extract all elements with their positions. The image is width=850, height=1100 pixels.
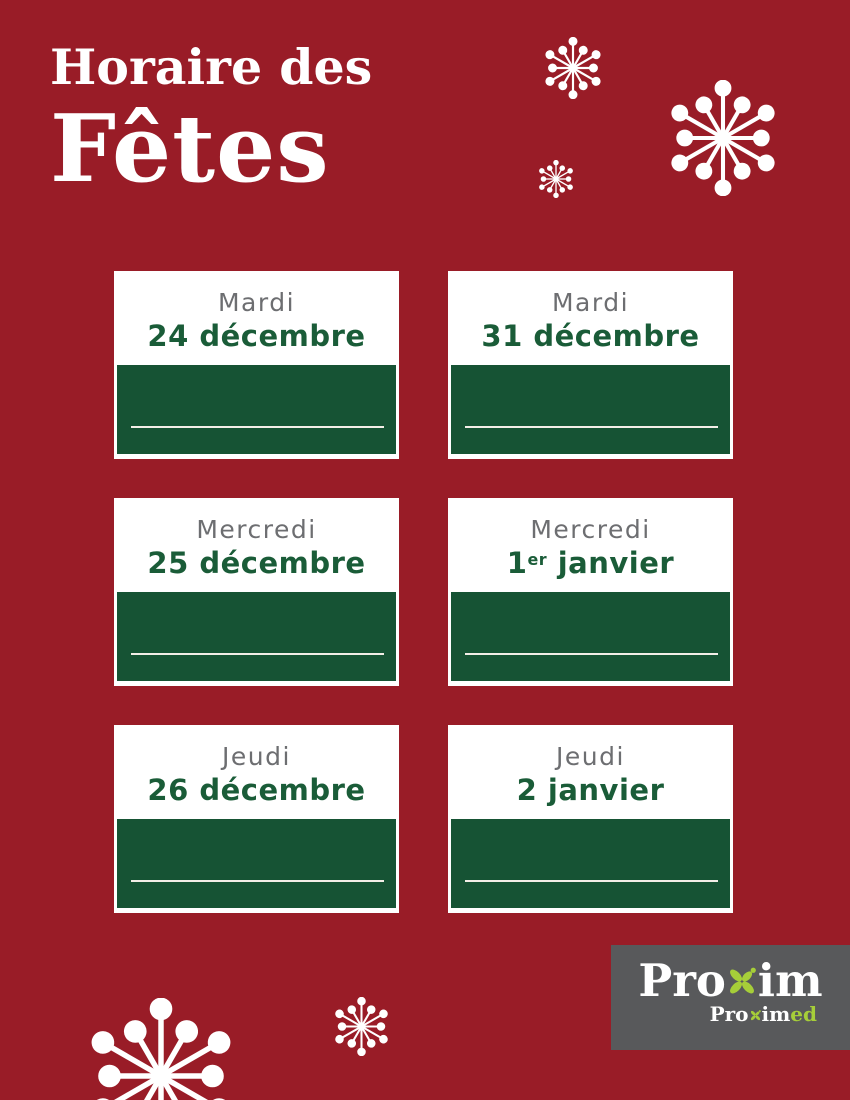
day-label: Mercredi [196, 515, 317, 544]
day-label: Mardi [217, 288, 296, 317]
snowflake-icon [83, 998, 239, 1100]
snowflake-icon [665, 80, 781, 196]
hours-write-line [465, 880, 718, 882]
title-line-1: Horaire des [50, 38, 373, 96]
schedule-card-dec24 [114, 271, 399, 459]
schedule-card-jan2 [448, 725, 733, 913]
hours-box [451, 819, 730, 908]
hours-write-line [131, 426, 384, 428]
date-label: 26 décembre [147, 773, 366, 807]
schedule-grid [114, 271, 733, 913]
hours-write-line [131, 880, 384, 882]
day-label: Jeudi [556, 742, 625, 771]
petal-x-icon [749, 1008, 762, 1023]
hours-box [117, 365, 396, 454]
hours-write-line [131, 653, 384, 655]
snowflake-icon [537, 160, 575, 198]
date-label: 1er janvier [506, 546, 675, 580]
hours-box [451, 592, 730, 681]
proxim-logo [611, 945, 850, 1050]
snowflake-icon [542, 37, 604, 99]
schedule-card-jan1 [448, 498, 733, 686]
hours-write-line [465, 653, 718, 655]
snowflake-icon [332, 997, 391, 1056]
poster-title [50, 38, 373, 203]
day-label: Mardi [551, 288, 630, 317]
schedule-card-dec31 [448, 271, 733, 459]
date-label: 31 décembre [481, 319, 700, 353]
petal-x-icon [725, 962, 759, 1001]
hours-box [117, 592, 396, 681]
hours-box [451, 365, 730, 454]
title-line-2: Fêtes [50, 93, 330, 203]
proximed-wordmark: Pro imed [709, 1002, 817, 1026]
hours-write-line [465, 426, 718, 428]
hours-box [117, 819, 396, 908]
date-label: 24 décembre [147, 319, 366, 353]
date-label: 2 janvier [516, 773, 665, 807]
day-label: Jeudi [222, 742, 291, 771]
proxim-wordmark: Pro im [638, 954, 823, 1007]
schedule-card-dec25 [114, 498, 399, 686]
date-label: 25 décembre [147, 546, 366, 580]
day-label: Mercredi [530, 515, 651, 544]
schedule-card-dec26 [114, 725, 399, 913]
